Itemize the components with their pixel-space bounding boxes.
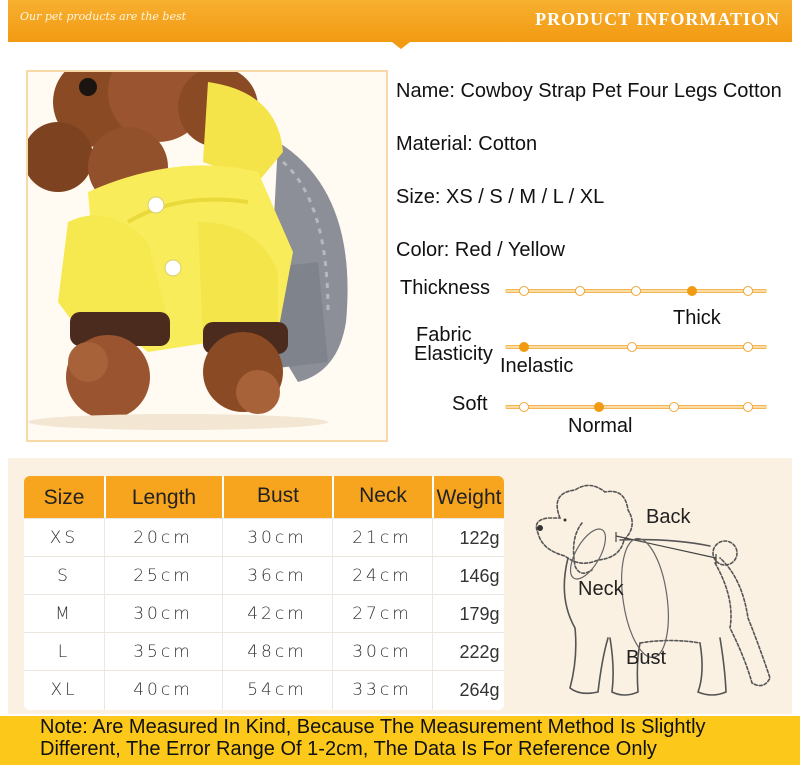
cell-bust: 30cm [247,528,307,548]
elasticity-label-line1: Fabric [416,324,472,346]
cell-size: S [57,566,71,586]
cell-length: 20cm [133,528,193,548]
elasticity-value: Inelastic [500,355,574,377]
elasticity-scale [505,342,767,352]
soft-point-selected [594,402,604,412]
column-divider [332,518,333,710]
header-bar [8,0,792,42]
product-material: Material: Cotton [396,133,538,155]
back-label: Back [646,506,691,528]
elasticity-point [743,342,753,352]
cell-length: 35cm [133,642,193,662]
elasticity-point [627,342,637,352]
cell-length: 25cm [133,566,193,586]
cell-neck: 24cm [352,566,412,586]
cell-bust: 42cm [247,604,307,624]
bust-label: Bust [626,647,667,669]
column-divider [104,518,105,710]
cell-length: 40cm [133,680,193,700]
header-bust: Bust [222,476,332,518]
tagline: Our pet products are the best [20,10,187,23]
thickness-point [575,286,585,296]
cell-neck: 33cm [352,680,412,700]
cell-size: XS [49,528,79,548]
thickness-point [743,286,753,296]
note-line-2: Different, The Error Range Of 1-2cm, The Data Is For Reference Only [40,738,657,760]
thickness-point [631,286,641,296]
header-weight: Weight [432,476,504,518]
thickness-label: Thickness [400,277,491,299]
size-table [24,476,504,710]
product-photo [26,70,388,442]
soft-value: Normal [568,415,633,437]
cell-size: XL [50,680,78,700]
page-title: PRODUCT INFORMATION [535,9,780,29]
header-size: Size [43,486,85,509]
neck-label: Neck [578,578,624,600]
cell-weight: 179g [459,604,500,624]
thickness-scale [505,286,767,296]
note-line-1: Note: Are Measured In Kind, Because The Measurement Method Is Slightly [40,716,706,738]
soft-point [743,402,753,412]
cell-bust: 54cm [247,680,307,700]
cell-bust: 36cm [247,566,307,586]
cell-length: 30cm [133,604,193,624]
cell-neck: 27cm [352,604,412,624]
note-bar [0,716,800,765]
product-name: Name: Cowboy Strap Pet Four Legs Cotton [396,80,782,102]
cell-weight: 264g [459,680,500,700]
header-neck: Neck [332,476,432,518]
cell-size: L [57,642,71,662]
elasticity-point-selected [519,342,529,352]
soft-point [669,402,679,412]
column-divider [432,518,433,710]
cell-weight: 146g [459,566,500,586]
header-arrow [392,42,410,49]
soft-label: Soft [452,393,488,415]
thickness-value: Thick [673,307,721,329]
column-divider [222,518,223,710]
table-header [24,476,504,518]
thickness-point [519,286,529,296]
cell-size: M [55,604,73,624]
elasticity-label [416,326,493,364]
soft-scale [505,402,767,412]
cell-neck: 30cm [352,642,412,662]
cell-neck: 21cm [352,528,412,548]
product-size: Size: XS / S / M / L / XL [396,186,605,208]
product-color: Color: Red / Yellow [396,239,565,261]
elasticity-label-line2: Elasticity [414,343,493,365]
cell-weight: 122g [459,528,500,548]
cell-weight: 222g [459,642,500,662]
cell-bust: 48cm [247,642,307,662]
measurement-diagram [520,478,780,710]
header-length: Length [104,476,222,518]
soft-point [519,402,529,412]
thickness-point-selected [687,286,697,296]
